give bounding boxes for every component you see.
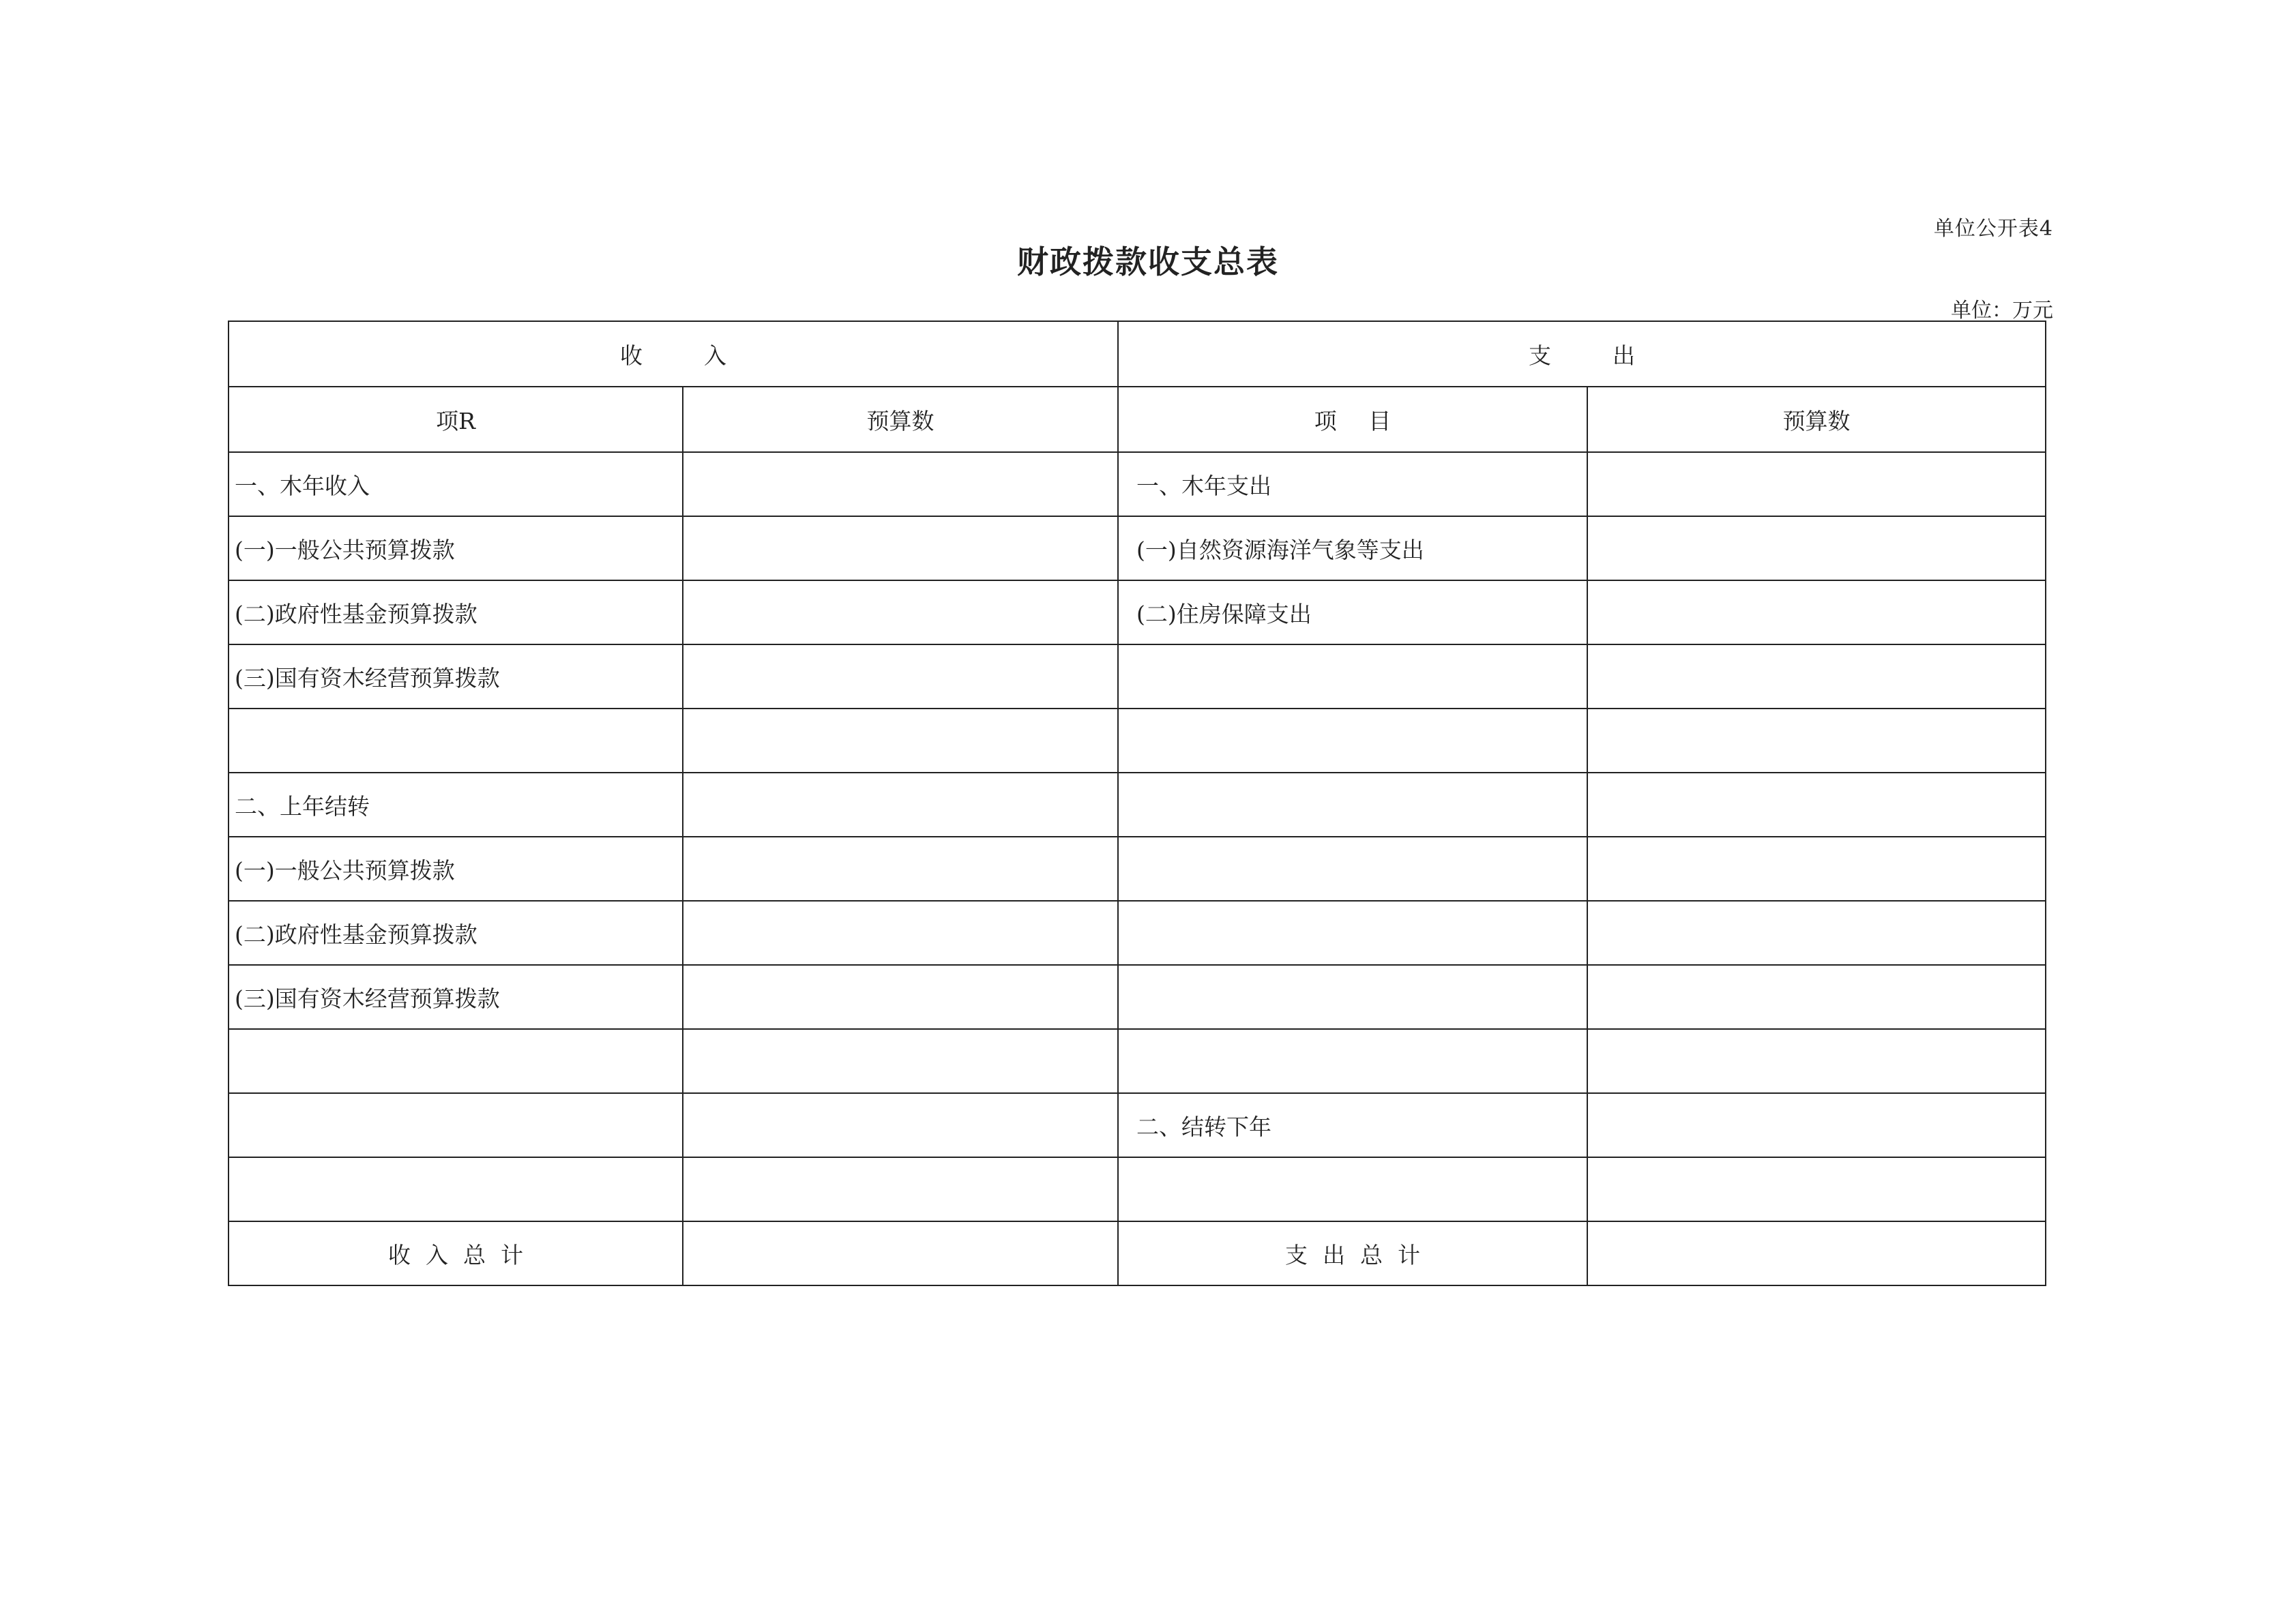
unit-label: 单位：万元 — [1951, 299, 2053, 323]
table-row — [229, 837, 2046, 901]
total-expense-label-cell — [1118, 1221, 1587, 1285]
section-income-header — [229, 321, 1118, 387]
expense-item-cell — [1118, 965, 1587, 1029]
expense-item-cell: (二)住房保障支出 — [1118, 580, 1587, 644]
expense-item-cell — [1118, 1157, 1587, 1221]
table-row — [229, 516, 2046, 580]
income-budget-cell — [683, 901, 1118, 965]
income-item-cell: 二、上年结转 — [229, 773, 683, 837]
expense-budget-cell — [1587, 901, 2046, 965]
section-income-label: 收入 — [620, 342, 788, 369]
income-budget-cell — [683, 452, 1118, 516]
budget-table — [228, 321, 2046, 1286]
section-expense-header — [1118, 321, 2046, 387]
table-row — [229, 452, 2046, 516]
expense-budget-cell — [1587, 580, 2046, 644]
income-budget-cell — [683, 773, 1118, 837]
expense-budget-cell — [1587, 709, 2046, 773]
income-budget-cell — [683, 1029, 1118, 1093]
income-item-cell: (一)一般公共预算拨款 — [229, 516, 683, 580]
income-budget-cell — [683, 644, 1118, 709]
income-item-cell — [229, 709, 683, 773]
income-item-cell: (一)一般公共预算拨款 — [229, 837, 683, 901]
expense-item-cell: (一)自然资源海洋气象等支出 — [1118, 516, 1587, 580]
total-income-label: 收入总计 — [388, 1241, 538, 1268]
income-item-cell — [229, 1157, 683, 1221]
income-item-cell — [229, 1029, 683, 1093]
expense-budget-cell — [1587, 1093, 2046, 1157]
table-row — [229, 1029, 2046, 1093]
table-row — [229, 580, 2046, 644]
income-budget-cell — [683, 516, 1118, 580]
expense-budget-cell — [1587, 1157, 2046, 1221]
page-title: 财政拨款收支总表 — [1017, 243, 1279, 280]
expense-budget-cell — [1587, 773, 2046, 837]
total-income-value — [683, 1221, 1118, 1285]
income-item-cell — [229, 1093, 683, 1157]
expense-budget-cell — [1587, 837, 2046, 901]
table-row — [229, 1157, 2046, 1221]
expense-item-cell — [1118, 837, 1587, 901]
total-income-label-cell — [229, 1221, 683, 1285]
table-row — [229, 709, 2046, 773]
income-item-cell: (三)国有资木经营预算拨款 — [229, 644, 683, 709]
expense-budget-cell — [1587, 452, 2046, 516]
col-expense-budget: 预算数 — [1587, 387, 2046, 452]
table-row — [229, 644, 2046, 709]
income-item-cell: (二)政府性基金预算拨款 — [229, 901, 683, 965]
col-expense-item — [1118, 387, 1587, 452]
column-header-row — [229, 387, 2046, 452]
section-header-row — [229, 321, 2046, 387]
income-item-cell: (三)国有资木经营预算拨款 — [229, 965, 683, 1029]
expense-item-cell — [1118, 709, 1587, 773]
expense-item-cell — [1118, 644, 1587, 709]
expense-budget-cell — [1587, 516, 2046, 580]
table-row — [229, 1093, 2046, 1157]
expense-budget-cell — [1587, 1029, 2046, 1093]
expense-budget-cell — [1587, 965, 2046, 1029]
income-item-cell: 一、木年收入 — [229, 452, 683, 516]
total-expense-label: 支出总计 — [1285, 1241, 1435, 1268]
expense-item-cell — [1118, 773, 1587, 837]
expense-item-cell — [1118, 901, 1587, 965]
expense-item-cell: 二、结转下年 — [1118, 1093, 1587, 1157]
income-budget-cell — [683, 1157, 1118, 1221]
form-number: 单位公开表4 — [1933, 217, 2053, 241]
col-income-budget: 预算数 — [683, 387, 1118, 452]
income-budget-cell — [683, 580, 1118, 644]
income-item-cell: (二)政府性基金预算拨款 — [229, 580, 683, 644]
total-expense-value — [1587, 1221, 2046, 1285]
table-row — [229, 773, 2046, 837]
section-expense-label: 支出 — [1529, 342, 1696, 369]
income-budget-cell — [683, 965, 1118, 1029]
income-budget-cell — [683, 837, 1118, 901]
income-budget-cell — [683, 1093, 1118, 1157]
col-expense-item-label: 项 目 — [1314, 407, 1404, 434]
expense-item-cell — [1118, 1029, 1587, 1093]
total-row — [229, 1221, 2046, 1285]
income-budget-cell — [683, 709, 1118, 773]
expense-budget-cell — [1587, 644, 2046, 709]
col-income-item: 项R — [229, 387, 683, 452]
table-row — [229, 965, 2046, 1029]
table-row — [229, 901, 2046, 965]
expense-item-cell: 一、木年支出 — [1118, 452, 1587, 516]
